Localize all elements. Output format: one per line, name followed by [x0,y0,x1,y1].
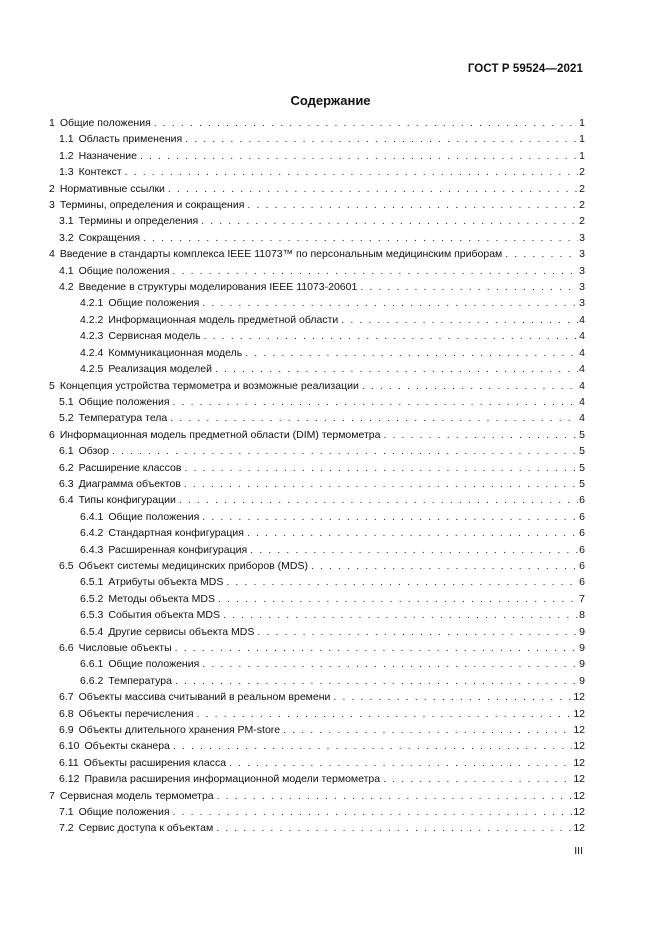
toc-entry-number: 3.1 [59,215,74,228]
toc-entry-number: 3 [49,199,55,212]
toc-entry-page: 9 [579,658,585,671]
toc-entry-number: 3.2 [59,231,74,244]
toc-entry-title: Область применения [78,133,183,146]
toc-entry-number: 6.5.4 [80,625,104,638]
toc-entry-page: 12 [573,822,585,835]
toc-entry[interactable] [49,263,585,279]
toc-entry-page: 2 [579,199,585,212]
toc-entry-number: 6 [49,428,55,441]
toc-entry[interactable] [49,558,585,574]
toc-entry-title: Нормативные ссылки [59,182,165,195]
toc-entry[interactable] [49,656,585,672]
dot-leader [201,213,578,229]
toc-entry[interactable] [49,197,585,213]
toc-entry-number: 1.1 [59,133,74,146]
toc-entry-page: 2 [579,166,585,179]
toc-entry-page: 3 [579,231,585,244]
toc-entry[interactable] [49,640,585,656]
toc-entry[interactable] [49,525,585,541]
toc-entry-page: 6 [579,559,585,572]
toc-entry-page: 1 [579,133,585,146]
dot-leader [245,345,578,361]
dot-leader [197,706,573,722]
toc-entry[interactable] [49,788,585,804]
toc-entry-page: 5 [579,445,585,458]
dot-leader [154,115,578,131]
toc-entry-page: 12 [573,740,585,753]
dot-leader [362,378,578,394]
toc-entry-title: Объекты расширения класса [83,756,227,769]
toc-entry[interactable] [49,722,585,738]
toc-entry-number: 6.5 [59,559,74,572]
toc-entry-number: 4.1 [59,264,74,277]
toc-entry-number: 5.2 [59,412,74,425]
toc-entry[interactable] [49,460,585,476]
toc-entry[interactable] [49,509,585,525]
toc-entry-number: 4.2.2 [80,313,104,326]
dot-leader [229,755,572,771]
dot-leader [257,624,578,640]
toc-entry-number: 6.7 [59,691,74,704]
dot-leader [223,607,578,623]
toc-entry-number: 6.6 [59,642,74,654]
toc-entry-title: Введение в стандарты комплекса IEEE 11073™ по персональным медицинским приборам [59,248,503,261]
toc-entry-number: 6.3 [59,477,74,490]
dot-leader [216,820,572,836]
toc-entry-number: 6.4 [59,494,74,507]
toc-entry-title: Общие положения [78,806,170,819]
toc-entry-number: 6.6.1 [80,658,104,671]
toc-entry[interactable] [49,164,585,180]
dot-leader [175,640,578,656]
toc-entry-page: 12 [573,789,585,802]
toc-entry-title: Объекты перечисления [78,707,194,720]
toc-entry-number: 7.1 [59,806,74,819]
toc-entry-page: 4 [579,412,585,425]
toc-entry-title: События объекта MDS [108,609,221,622]
dot-leader [283,722,572,738]
toc-entry-page: 9 [579,642,585,654]
dot-leader [505,246,578,262]
dot-leader [173,394,579,410]
table-of-contents [49,115,585,837]
toc-entry-title: Температура тела [78,412,168,425]
toc-entry-number: 1.3 [59,166,74,179]
toc-entry[interactable] [49,295,585,311]
dot-leader [184,460,578,476]
toc-entry[interactable] [49,361,585,377]
toc-entry-number: 4.2 [59,281,74,294]
toc-entry-page: 6 [579,494,585,507]
toc-entry-page: 4 [579,313,585,326]
dot-leader [215,361,578,377]
toc-entry-title: Сокращения [78,231,141,244]
dot-leader [179,492,578,508]
toc-entry-number: 4.2.4 [80,346,104,359]
page-title: Содержание [290,93,371,108]
dot-leader [333,689,572,705]
dot-leader [218,591,578,607]
toc-entry[interactable] [49,492,585,508]
toc-entry[interactable] [49,443,585,459]
toc-entry-title: Методы объекта MDS [108,592,216,605]
toc-entry-title: Другие сервисы объекта MDS [108,625,255,638]
toc-entry-page: 3 [579,264,585,277]
toc-entry-title: Сервисная модель термометра [59,789,214,802]
toc-entry[interactable] [49,476,585,492]
toc-entry-number: 4 [49,248,55,261]
toc-entry-title: Общие положения [78,264,170,277]
toc-entry-page: 12 [573,756,585,769]
toc-entry[interactable] [49,328,585,344]
toc-entry-title: Атрибуты объекта MDS [108,576,224,589]
toc-entry-number: 4.2.3 [80,330,104,343]
toc-entry-page: 1 [579,117,585,129]
toc-entry-title: Сервис доступа к объектам [78,822,214,835]
toc-entry-page: 7 [579,592,585,605]
toc-entry-title: Расширение классов [78,461,182,474]
toc-entry-title: Общие положения [78,395,170,408]
dot-leader [175,673,578,689]
toc-entry-number: 7 [49,789,55,802]
toc-entry-number: 7.2 [59,822,74,835]
toc-entry-title: Обзор [78,445,109,458]
toc-entry[interactable] [49,771,585,787]
toc-entry-number: 6.1 [59,445,74,458]
dot-leader [383,427,578,443]
toc-entry-title: Диаграмма объектов [78,477,181,490]
dot-leader [185,131,578,147]
toc-entry-number: 5.1 [59,395,74,408]
toc-entry-page: 9 [579,625,585,638]
toc-entry-title: Числовые объекты [78,642,172,654]
toc-entry[interactable] [49,131,585,147]
toc-entry-page: 6 [579,510,585,523]
toc-entry[interactable] [49,542,585,558]
toc-entry-number: 6.4.2 [80,527,104,540]
toc-entry-number: 2 [49,182,55,195]
toc-entry-number: 5 [49,379,55,392]
toc-entry-title: Общие положения [108,297,200,310]
toc-entry[interactable] [49,624,585,640]
dot-leader [311,558,578,574]
toc-entry-page: 2 [579,182,585,195]
toc-entry-page: 12 [573,773,585,786]
toc-entry-number: 4.2.5 [80,363,104,376]
toc-entry-number: 6.4.3 [80,543,104,556]
toc-entry-number: 1.2 [59,149,74,162]
toc-entry[interactable] [49,246,585,262]
toc-entry-page: 3 [579,297,585,310]
toc-entry-title: Сервисная модель [108,330,201,343]
toc-entry-title: Термины и определения [78,215,199,228]
toc-entry-title: Реализация моделей [108,363,212,376]
toc-entry-number: 6.5.1 [80,576,104,589]
toc-entry-title: Общие положения [108,658,200,671]
toc-entry-page: 1 [579,149,585,162]
toc-entry[interactable] [49,378,585,394]
toc-entry-number: 6.11 [59,756,79,769]
toc-entry-page: 5 [579,428,585,441]
dot-leader [173,738,572,754]
toc-entry-title: Объекты массива считываний в реальном времени [78,691,331,704]
dot-leader [217,788,573,804]
toc-entry-number: 6.9 [59,724,74,737]
dot-leader [170,410,578,426]
toc-entry[interactable] [49,804,585,820]
toc-entry-page: 9 [579,674,585,687]
toc-entry-page: 3 [579,281,585,294]
toc-entry-number: 6.12 [59,773,80,786]
toc-entry-page: 6 [579,576,585,589]
toc-entry[interactable] [49,820,585,836]
toc-entry-page: 2 [579,215,585,228]
dot-leader [168,181,578,197]
dot-leader [341,312,578,328]
toc-entry[interactable] [49,345,585,361]
toc-entry-page: 4 [579,379,585,392]
dot-leader [247,525,578,541]
dot-leader [202,295,578,311]
toc-entry[interactable] [49,574,585,590]
standard-code: ГОСТ Р 59524—2021 [467,63,583,75]
toc-entry[interactable] [49,706,585,722]
dot-leader [360,279,578,295]
toc-entry-title: Общие положения [108,510,200,523]
toc-entry-number: 4.2.1 [80,297,104,310]
toc-entry[interactable] [49,115,585,131]
dot-leader [140,148,578,164]
toc-entry[interactable] [49,755,585,771]
toc-entry-title: Температура [108,674,172,687]
toc-entry-title: Контекст [78,166,122,179]
toc-entry[interactable] [49,673,585,689]
toc-entry-title: Правила расширения информационной модели термометра [84,773,381,786]
toc-entry-title: Назначение [78,149,137,162]
toc-entry-title: Объекты сканера [84,740,170,753]
toc-entry-page: 4 [579,346,585,359]
toc-entry-page: 12 [573,806,585,819]
toc-entry-page: 12 [573,707,585,720]
toc-entry[interactable] [49,689,585,705]
toc-entry[interactable] [49,181,585,197]
toc-entry-number: 6.6.2 [80,674,104,687]
toc-entry-page: 3 [579,248,585,261]
toc-entry[interactable] [49,607,585,623]
toc-entry-page: 4 [579,395,585,408]
page-number: III [574,845,583,857]
toc-entry[interactable] [49,394,585,410]
toc-entry-number: 6.4.1 [80,510,104,523]
toc-entry-number: 6.5.3 [80,609,104,622]
dot-leader [202,656,578,672]
toc-entry[interactable] [49,738,585,754]
toc-entry[interactable] [49,279,585,295]
toc-entry-page: 5 [579,461,585,474]
toc-entry-page: 4 [579,363,585,376]
dot-leader [143,230,578,246]
dot-leader [250,542,578,558]
toc-entry-title: Введение в структуры моделирования IEEE 11073-20601 [78,281,358,294]
toc-entry-title: Типы конфигурации [78,494,176,507]
toc-entry[interactable] [49,427,585,443]
toc-entry-page: 12 [573,691,585,704]
toc-entry-page: 8 [579,609,585,622]
toc-entry-page: 12 [573,724,585,737]
toc-entry-title: Информационная модель предметной области [108,313,339,326]
toc-entry-number: 6.2 [59,461,74,474]
toc-entry[interactable] [49,213,585,229]
dot-leader [173,263,579,279]
dot-leader [112,443,578,459]
dot-leader [247,197,578,213]
dot-leader [202,509,578,525]
dot-leader [173,804,573,820]
toc-entry-title: Концепция устройства термометра и возможные реализации [59,379,359,392]
toc-entry-title: Объект системы медицинских приборов (MDS) [78,559,308,572]
toc-entry-page: 4 [579,330,585,343]
dot-leader [383,771,572,787]
toc-entry[interactable] [49,410,585,426]
toc-entry-title: Коммуникационная модель [108,346,243,359]
dot-leader [184,476,578,492]
toc-entry-title: Общие положения [59,117,151,129]
toc-entry-title: Объекты длительного хранения PM-store [78,724,281,737]
toc-entry[interactable] [49,230,585,246]
toc-entry-title: Расширенная конфигурация [108,543,248,556]
toc-entry-number: 6.5.2 [80,592,104,605]
toc-entry-title: Информационная модель предметной области (DIM) термометра [59,428,381,441]
toc-entry-title: Термины, определения и сокращения [59,199,245,212]
toc-entry-title: Стандартная конфигурация [108,527,244,540]
dot-leader [226,574,578,590]
toc-entry[interactable] [49,312,585,328]
toc-entry-page: 5 [579,477,585,490]
dot-leader [125,164,578,180]
toc-entry[interactable] [49,591,585,607]
toc-entry-page: 6 [579,527,585,540]
toc-entry[interactable] [49,148,585,164]
toc-entry-page: 6 [579,543,585,556]
toc-entry-number: 6.8 [59,707,74,720]
toc-entry-number: 1 [49,117,55,129]
toc-entry-number: 6.10 [59,740,80,753]
dot-leader [204,328,579,344]
